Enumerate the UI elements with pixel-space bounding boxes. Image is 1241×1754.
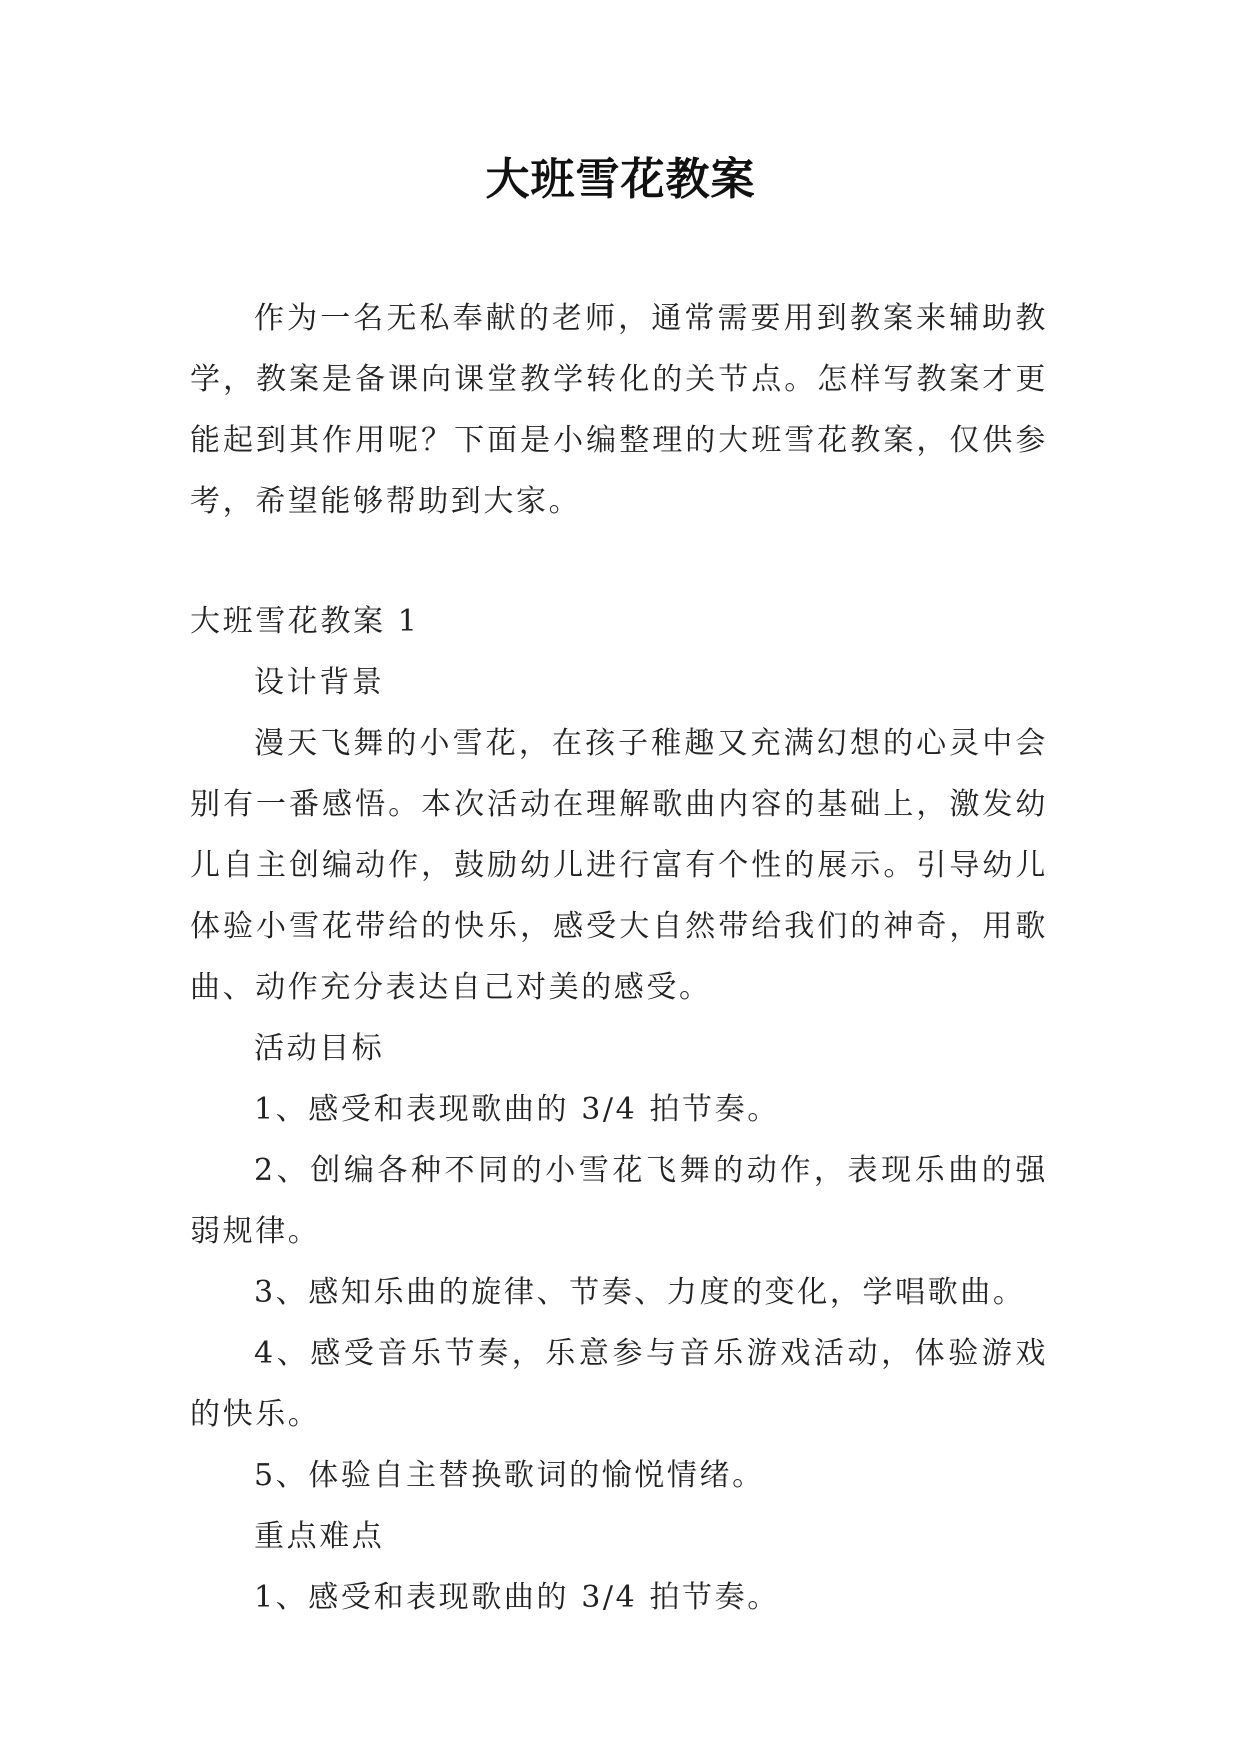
goals-heading: 活动目标 xyxy=(254,1031,385,1066)
document-body xyxy=(190,288,1048,1628)
goal-item: 1、感受和表现歌曲的 3/4 拍节奏。 xyxy=(254,1092,780,1127)
background-paragraph: 漫天飞舞的小雪花，在孩子稚趣又充满幻想的心灵中会别有一番感悟。本次活动在理解歌曲内容的基础上，激发幼儿自主创编动作，鼓励幼儿进行富有个性的展示。引导幼儿体验小雪花带给的快乐，感受大自然带给我们的神奇，用歌曲、动作充分表达自己对美的感受。 xyxy=(190,726,1048,1005)
keypoint-item: 1、感受和表现歌曲的 3/4 拍节奏。 xyxy=(254,1580,780,1615)
keypoints-heading: 重点难点 xyxy=(254,1519,385,1554)
goal-item: 5、体验自主替换歌词的愉悦情绪。 xyxy=(254,1458,765,1493)
goal-item: 2、创编各种不同的小雪花飞舞的动作，表现乐曲的强弱规律。 xyxy=(190,1153,1048,1249)
section-title: 大班雪花教案 1 xyxy=(190,604,420,639)
intro-paragraph: 作为一名无私奉献的老师，通常需要用到教案来辅助教学，教案是备课向课堂教学转化的关节点。怎样写教案才更能起到其作用呢？下面是小编整理的大班雪花教案，仅供参考，希望能够帮助到大家。 xyxy=(190,301,1048,519)
goal-item: 4、感受音乐节奏，乐意参与音乐游戏活动，体验游戏的快乐。 xyxy=(190,1336,1048,1432)
background-heading: 设计背景 xyxy=(254,665,385,700)
document-title: 大班雪花教案 xyxy=(485,154,756,205)
goal-item: 3、感知乐曲的旋律、节奏、力度的变化，学唱歌曲。 xyxy=(254,1275,1026,1310)
